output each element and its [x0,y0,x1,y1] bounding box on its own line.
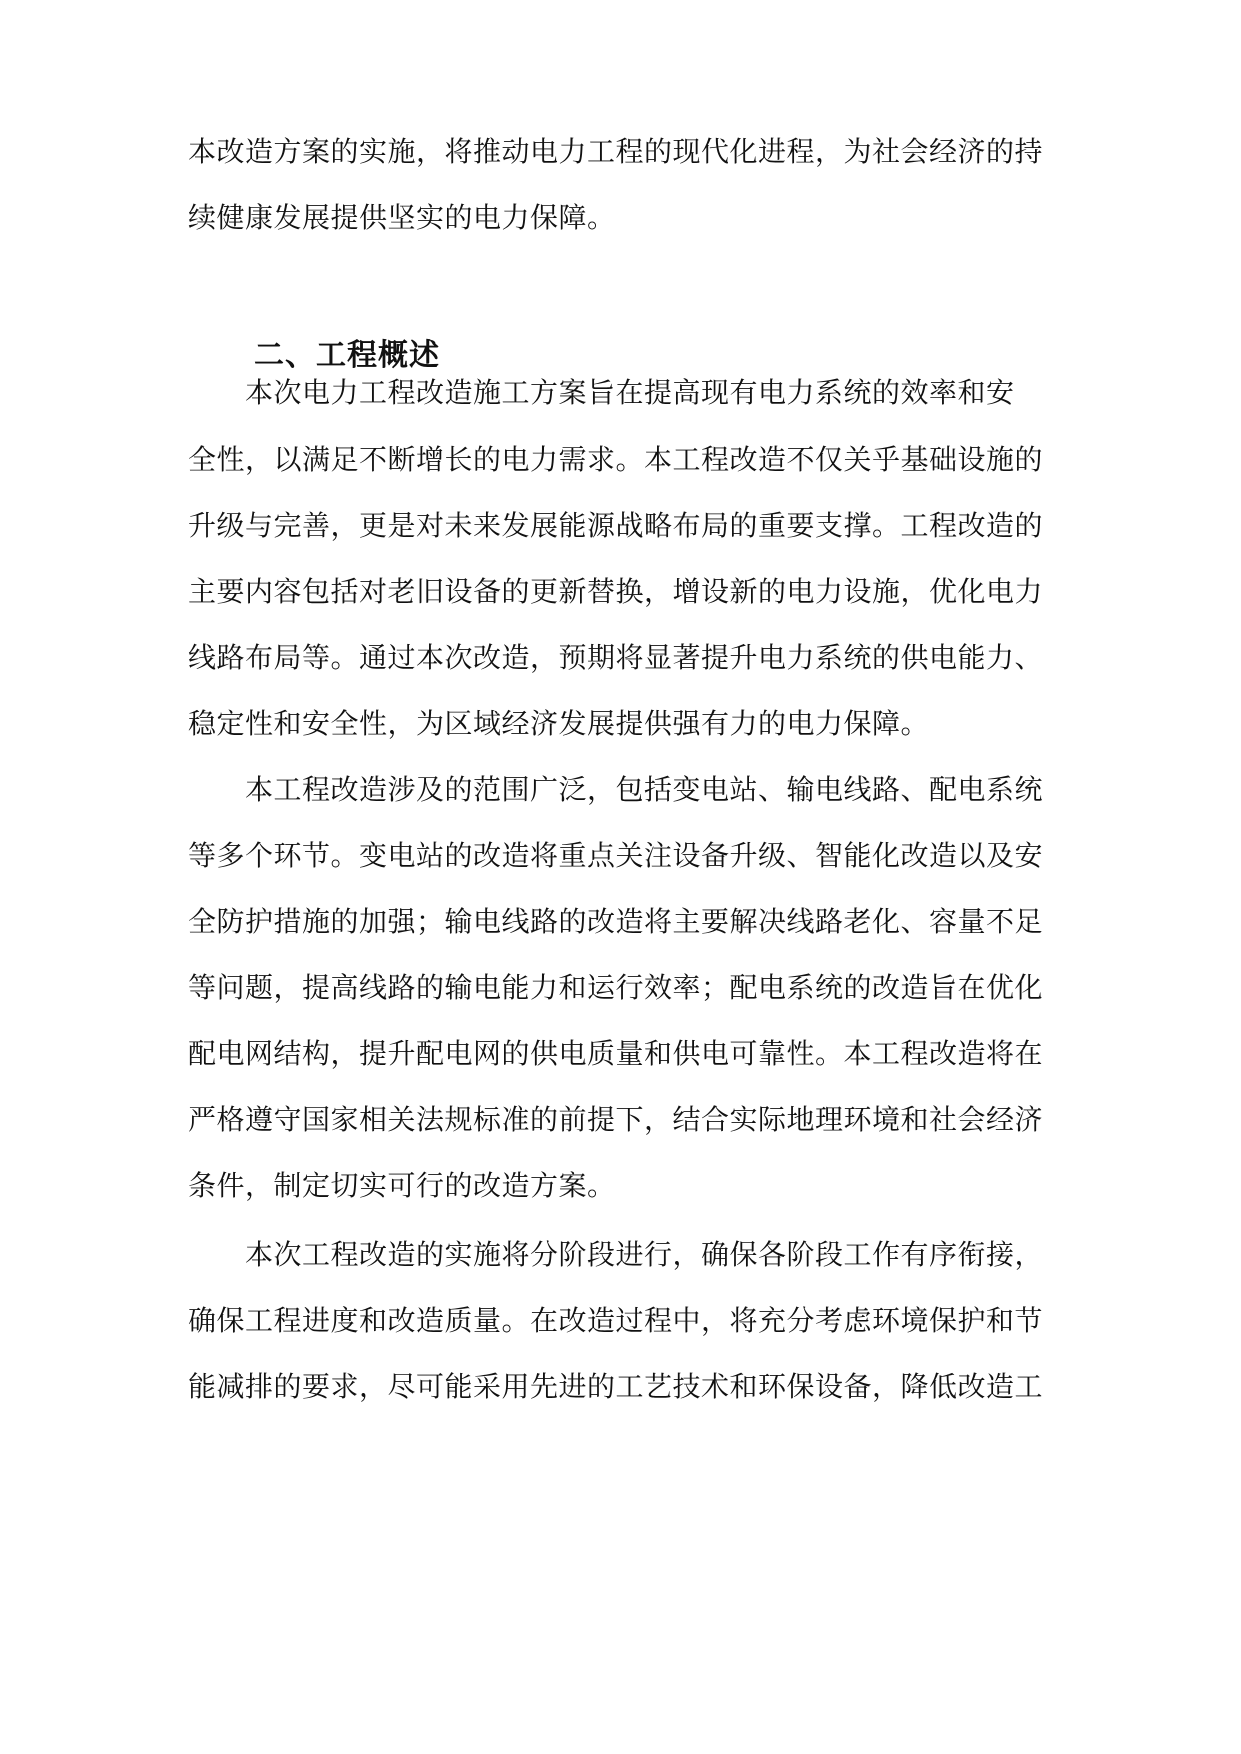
intro-paragraph-line: 续健康发展提供坚实的电力保障。 [188,201,616,234]
paragraph-1-line: 稳定性和安全性，为区域经济发展提供强有力的电力保障。 [188,707,930,740]
paragraph-2-line: 全防护措施的加强；输电线路的改造将主要解决线路老化、容量不足 [188,905,1044,938]
paragraph-2-line: 本工程改造涉及的范围广泛，包括变电站、输电线路、配电系统 [245,773,1044,806]
paragraph-2-line: 条件，制定切实可行的改造方案。 [188,1169,616,1202]
intro-paragraph-line: 本改造方案的实施，将推动电力工程的现代化进程，为社会经济的持 [188,135,1044,168]
paragraph-2-line: 等多个环节。变电站的改造将重点关注设备升级、智能化改造以及安 [188,839,1044,872]
paragraph-2-line: 严格遵守国家相关法规标准的前提下，结合实际地理环境和社会经济 [188,1103,1044,1136]
paragraph-1-line: 全性，以满足不断增长的电力需求。本工程改造不仅关乎基础设施的 [188,443,1044,476]
paragraph-1-line: 本次电力工程改造施工方案旨在提高现有电力系统的效率和安 [245,376,1015,409]
paragraph-3-line: 本次工程改造的实施将分阶段进行，确保各阶段工作有序衔接， [245,1238,1044,1271]
paragraph-1-line: 线路布局等。通过本次改造，预期将显著提升电力系统的供电能力、 [188,641,1044,674]
paragraph-3-line: 确保工程进度和改造质量。在改造过程中，将充分考虑环境保护和节 [188,1304,1044,1337]
paragraph-1-line: 主要内容包括对老旧设备的更新替换，增设新的电力设施，优化电力 [188,575,1044,608]
paragraph-2-line: 配电网结构，提升配电网的供电质量和供电可靠性。本工程改造将在 [188,1037,1044,1070]
section-heading: 二、工程概述 [254,338,440,373]
paragraph-1-line: 升级与完善，更是对未来发展能源战略布局的重要支撑。工程改造的 [188,509,1044,542]
paragraph-3-line: 能减排的要求，尽可能采用先进的工艺技术和环保设备，降低改造工 [188,1370,1044,1403]
paragraph-2-line: 等问题，提高线路的输电能力和运行效率；配电系统的改造旨在优化 [188,971,1044,1004]
